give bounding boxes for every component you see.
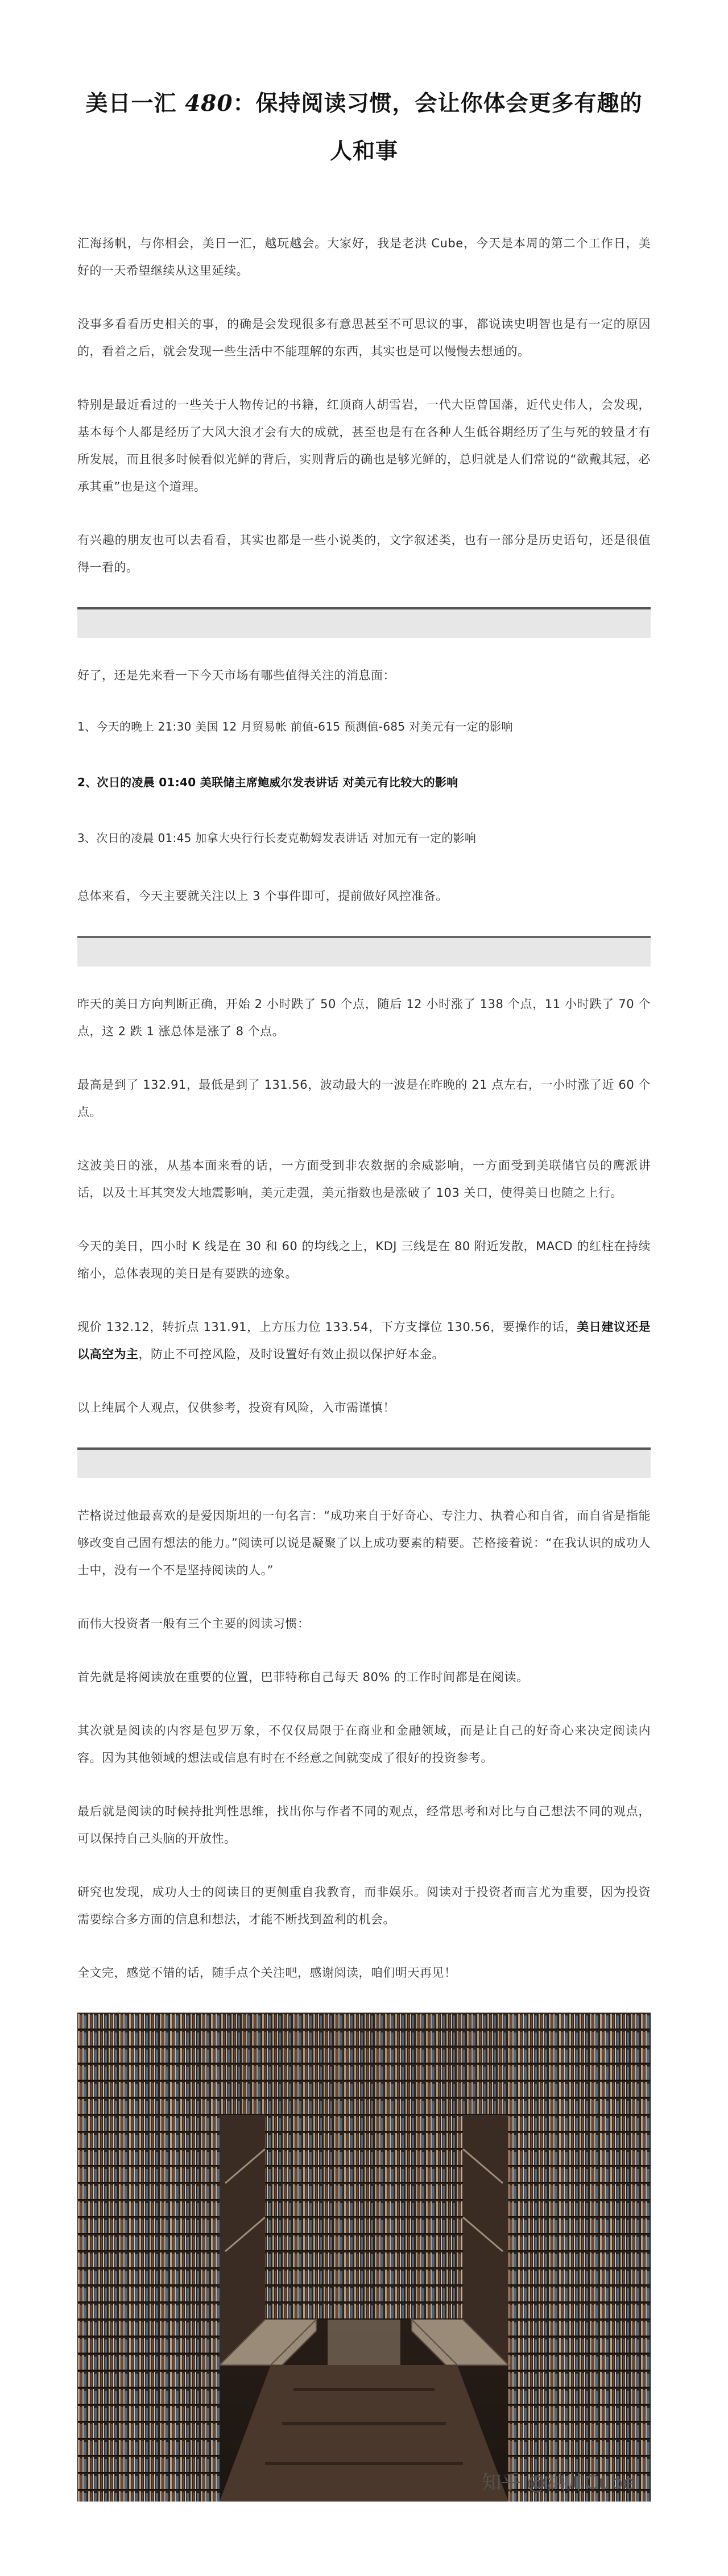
market-paragraph-2: 最高是到了 132.91，最低是到了 131.56，波动最大的一波是在昨晚的 21 点左右，一小时涨了近 60 个点。 <box>77 1078 651 1119</box>
intro-paragraph-3: 特别是最近看过的一些关于人物传记的书籍，红顶商人胡雪岩，一代大臣曾国藩，近代史伟人，会发现，基本每个人都是经历了大风大浪才会有大的成就，甚至也是有在各种人生低谷期经历了生与死的较量才有所发展，而且很多时候看似光鲜的背后，实则背后的确也是够光鲜的，总归就是人们常说的“欲戴其冠，必承其重”也是这个道理。 <box>77 398 651 493</box>
market-5-pre: 现价 132.12，转折点 131.91，上方压力位 133.54，下方支撑位 130.56，要操作的话， <box>77 1320 577 1334</box>
disclaimer: 以上纯属个人观点，仅供参考，投资有风险，入市需谨慎！ <box>77 1401 395 1414</box>
title-prefix: 美日一汇 <box>85 90 185 117</box>
reading-paragraph-5: 最后就是阅读的时候持批判性思维，找出你与作者不同的观点，经常思考和对比与自己想法不同的观点，可以保持自己头脑的开放性。 <box>77 1805 651 1845</box>
event-item-2: 2、次日的凌晨 01:40 美联储主席鲍威尔发表讲话 对美元有比较大的影响 <box>77 775 458 789</box>
event-item-1: 1、今天的晚上 21:30 美国 12 月贸易帐 前值-615 预测值-685 对美元有一定的影响 <box>77 720 513 733</box>
reading-paragraph-6: 研究也发现，成功人士的阅读目的更侧重自我教育，而非娱乐。阅读对于投资者而言尤为重要，因为投资需要综合多方面的信息和想法，才能不断找到盈利的机会。 <box>77 1885 651 1926</box>
market-5-bold: 美日建议还是以高空为主 <box>77 1320 651 1361</box>
reading-paragraph-3: 首先就是将阅读放在重要的位置，巴菲特称自己每天 80% 的工作时间都是在阅读。 <box>77 1670 529 1684</box>
bookstore-illustration <box>77 2013 651 2502</box>
reading-paragraph-2: 而伟大投资者一般有三个主要的阅读习惯： <box>77 1617 310 1631</box>
market-paragraph-3: 这波美日的涨，从基本面来看的话，一方面受到非农数据的余威影响，一方面受到美联储官员的鹰派讲话，以及土耳其突发大地震影响，美元走强，美元指数也是涨破了 103 关口，使得美日也随之上行。 <box>77 1159 651 1200</box>
title-rest: ：保持阅读习惯，会让你体会更多有趣的人和事 <box>233 90 643 164</box>
event-item-3: 3、次日的凌晨 01:45 加拿大央行行长麦克勒姆发表讲话 对加元有一定的影响 <box>77 831 477 845</box>
article-title <box>77 80 651 175</box>
market-5-post: ，防止不可控风险，及时设置好有效止损以保护好本金。 <box>138 1347 444 1361</box>
section-divider-1 <box>77 607 651 638</box>
title-number: 480 <box>185 90 233 117</box>
closing-paragraph: 全文完，感觉不错的话，随手点个关注吧，感谢阅读，咱们明天再见！ <box>77 1966 457 1980</box>
reading-paragraph-4: 其次就是阅读的内容是包罗万象，不仅仅局限于在商业和金融领域，而是让自己的好奇心来决定阅读内容。因为其他领域的想法或信息有时在不经意之间就变成了很好的投资参考。 <box>77 1724 651 1765</box>
events-summary: 总体来看，今天主要就关注以上 3 个事件即可，提前做好风控准备。 <box>77 889 448 903</box>
bookstore-photo <box>77 2013 651 2502</box>
events-lead: 好了，还是先来看一下今天市场有哪些值得关注的消息面： <box>77 669 395 682</box>
reading-paragraph-1: 芒格说过他最喜欢的是爱因斯坦的一句名言：“成功来自于好奇心、专注力、执着心和自省，而自省是指能够改变自己固有想法的能力。”阅读可以说是凝聚了以上成功要素的精要。芒格接着说：“在我认识的成功人士中，没有一个不是坚持阅读的人。” <box>77 1509 651 1577</box>
market-paragraph-1: 昨天的美日方向判断正确，开始 2 小时跌了 50 个点，随后 12 小时涨了 138 个点，11 小时跌了 70 个点，这 2 跌 1 涨总体是涨了 8 个点。 <box>77 997 651 1038</box>
intro-paragraph-2: 没事多看看历史相关的事，的确是会发现很多有意思甚至不可思议的事，都说读史明智也是有一定的原因的，看着之后，就会发现一些生活中不能理解的东西，其实也是可以慢慢去想通的。 <box>77 317 651 358</box>
article-body <box>77 0 651 2502</box>
section-divider-2 <box>77 936 651 966</box>
intro-paragraph-1: 汇海扬帆，与你相会，美日一汇，越玩越会。大家好，我是老洪 Cube，今天是本周的第二个工作日，美好的一天希望继续从这里延续。 <box>77 237 651 277</box>
market-paragraph-5 <box>77 1313 651 1368</box>
intro-paragraph-4: 有兴趣的朋友也可以去看看，其实也都是一些小说类的，文字叙述类，也有一部分是历史语句，还是很值得一看的。 <box>77 533 651 574</box>
image-watermark: 知乎 @洪帅Cube <box>482 2471 635 2494</box>
market-paragraph-4: 今天的美日，四小时 K 线是在 30 和 60 的均线之上，KDJ 三线是在 80 附近发散，MACD 的红柱在持续缩小，总体表现的美日是有要跌的迹象。 <box>77 1239 651 1280</box>
section-divider-3 <box>77 1447 651 1478</box>
